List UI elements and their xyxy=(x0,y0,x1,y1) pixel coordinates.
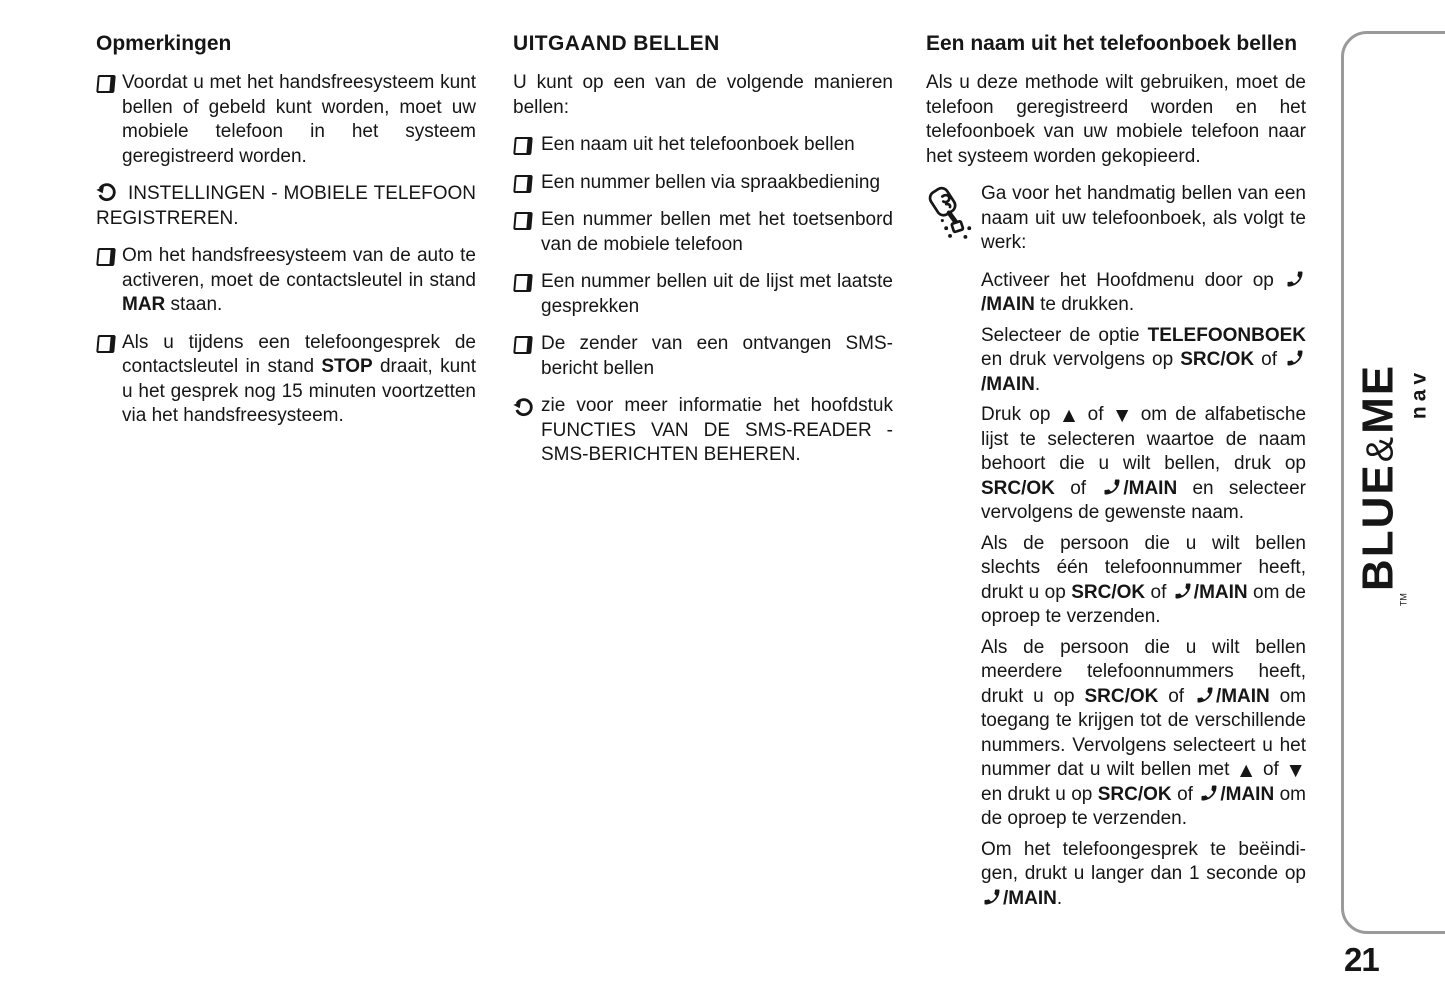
logo-ampersand: & xyxy=(1359,434,1402,463)
square-bullet-icon xyxy=(513,274,533,292)
phone-receiver-icon xyxy=(1199,783,1219,803)
outgoing-calls-heading: UITGAAND BELLEN xyxy=(513,32,720,55)
column-outgoing-calls xyxy=(513,30,893,481)
manual-operation-note xyxy=(926,182,1306,256)
phone-receiver-icon xyxy=(1285,269,1305,289)
cross-reference xyxy=(513,394,893,468)
square-bullet-icon xyxy=(96,335,116,353)
bold-keyword: SRC/OK xyxy=(981,477,1055,499)
step: Druk op ▲ of ▼ om de alfabetische lijst te selecteren waartoe de naam behoort die u wilt bellen, druk op SRC/OK of /MAIN en selecteer vervolgens de gewenste naam. xyxy=(981,404,1307,523)
bold-keyword: SRC/OK xyxy=(1084,685,1159,707)
triangle-down-icon: ▼ xyxy=(1111,404,1133,427)
blue-and-me-logo-inner xyxy=(1353,363,1432,607)
phone-receiver-icon xyxy=(1102,477,1122,497)
step: Selecteer de optie TELEFOONBOEK en druk vervolgens op SRC/OK of /MAIN. xyxy=(981,324,1306,395)
list-item xyxy=(513,171,893,196)
bold-keyword: /MAIN xyxy=(981,294,1035,315)
list-item-text: Om het handsfreesysteem van de auto te activeren, moet de contactsleutel in stand MAR staan. xyxy=(122,245,476,315)
bold-keyword: SRC/OK xyxy=(1180,349,1255,370)
bold-keyword: /MAIN xyxy=(1123,477,1178,499)
triangle-up-icon: ▲ xyxy=(1235,759,1257,782)
bold-keyword: /MAIN xyxy=(981,373,1035,395)
page-number: 21 xyxy=(1344,941,1379,978)
blue-and-me-logo xyxy=(1353,363,1432,607)
triangle-down-icon: ▼ xyxy=(1285,759,1306,782)
column-notes xyxy=(96,30,476,442)
cross-reference xyxy=(96,182,476,231)
bold-keyword: /MAIN xyxy=(1220,783,1275,805)
circular-arrow-icon xyxy=(96,182,116,202)
list-item-text: De zender van een ontvangen SMS-bericht bellen xyxy=(541,333,893,379)
list-item-text: Een nummer bellen uit de lijst met laatste gesprekken xyxy=(541,271,893,317)
bold-keyword: SRC/OK xyxy=(1071,581,1146,603)
bold-keyword: /MAIN xyxy=(1003,887,1057,909)
square-bullet-icon xyxy=(96,75,116,93)
logo-wordmark xyxy=(1353,363,1409,607)
logo-part-me: ME xyxy=(1353,363,1403,434)
list-item xyxy=(96,244,476,318)
cross-reference-text: INSTELLINGEN - MOBIELE TELEFOON REGISTREREN. xyxy=(96,183,476,229)
circular-arrow-icon xyxy=(513,397,533,417)
trademark-symbol: TM xyxy=(1398,593,1409,607)
bold-keyword: SRC/OK xyxy=(1097,783,1172,805)
list-item xyxy=(513,270,893,319)
list-item-text: Een naam uit het telefoonboek bellen xyxy=(541,134,855,155)
square-bullet-icon xyxy=(513,175,533,193)
phone-receiver-icon xyxy=(1173,581,1193,601)
phone-receiver-icon xyxy=(1195,685,1215,705)
square-bullet-icon xyxy=(513,137,533,155)
step: Om het telefoongesprek te beëindigen, drukt u langer dan 1 seconde op /MAIN. xyxy=(981,838,1306,909)
manual-operation-text: Ga voor het handmatig bellen van een naam uit uw telefoonboek, als volgt te werk: xyxy=(981,183,1306,253)
triangle-up-icon: ▲ xyxy=(1058,404,1080,427)
intro-text: U kunt op een van de volgende manieren bellen: xyxy=(513,72,893,118)
square-bullet-icon xyxy=(513,336,533,354)
bold-keyword: /MAIN xyxy=(1215,685,1270,707)
phone-receiver-icon xyxy=(1285,348,1305,368)
logo-nav-label: nav xyxy=(1407,367,1431,420)
list-item xyxy=(96,71,476,169)
list-item xyxy=(513,332,893,381)
list-item xyxy=(513,133,893,158)
bold-keyword: STOP xyxy=(321,356,373,377)
list-item-text: Als u tijdens een telefoongesprek de contactsleutel in stand STOP draait, kunt u het gesprek nog 15 minuten voortzetten via het handsfreesysteem. xyxy=(122,331,476,426)
bold-keyword: MAR xyxy=(122,294,166,315)
phonebook-call-heading: Een naam uit het telefoonboek bellen xyxy=(926,32,1298,55)
square-bullet-icon xyxy=(96,248,116,266)
bold-keyword: /MAIN xyxy=(1193,581,1248,603)
hand-remote-icon xyxy=(926,184,976,244)
square-bullet-icon xyxy=(513,212,533,230)
cross-reference-text: zie voor meer informatie het hoofdstuk FUNCTIES VAN DE SMS-READER - SMS-BERICHTEN BEHEREN. xyxy=(541,395,893,465)
instruction-steps xyxy=(926,269,1306,912)
notes-heading: Opmerkingen xyxy=(96,32,232,55)
list-item xyxy=(96,331,476,429)
step: Als de persoon die u wilt bellen meerdere telefoonnummers heeft, drukt u op SRC/OK of /MAIN om toegang te krijgen tot de verschillende nummers. Vervolgens selecteert u het nummer dat u wilt bellen met ▲ of ▼ en drukt u op SRC/OK of /MAIN om de oproep te verzenden. xyxy=(981,636,1307,829)
bold-keyword: TELEFOONBOEK xyxy=(1147,324,1306,346)
list-item-text: Een nummer bellen via spraakbediening xyxy=(541,171,881,193)
column-phonebook-call xyxy=(926,30,1306,917)
phone-receiver-icon xyxy=(982,887,1002,907)
step: Activeer het Hoofdmenu door op /MAIN te drukken. xyxy=(926,269,1306,318)
list-item xyxy=(513,208,893,257)
logo-part-blue: BLUE xyxy=(1353,463,1403,592)
list-item-text: Een nummer bellen met het toetsenbord van de mobiele telefoon xyxy=(541,209,893,255)
list-item-text: Voordat u met het handsfreesysteem kunt bellen of gebeld kunt worden, moet uw mobiele telefoon in het systeem geregistreerd worden. xyxy=(122,72,476,167)
step: Als de persoon die u wilt bellen slechts één telefoonnummer heeft, drukt u op SRC/OK of /MAIN om de oproep te verzenden. xyxy=(981,532,1306,627)
intro-text: Als u deze methode wilt gebruiken, moet de telefoon geregistreerd worden en het telefoonboek van uw mobiele telefoon naar het systeem worden gekopieerd. xyxy=(926,72,1306,167)
